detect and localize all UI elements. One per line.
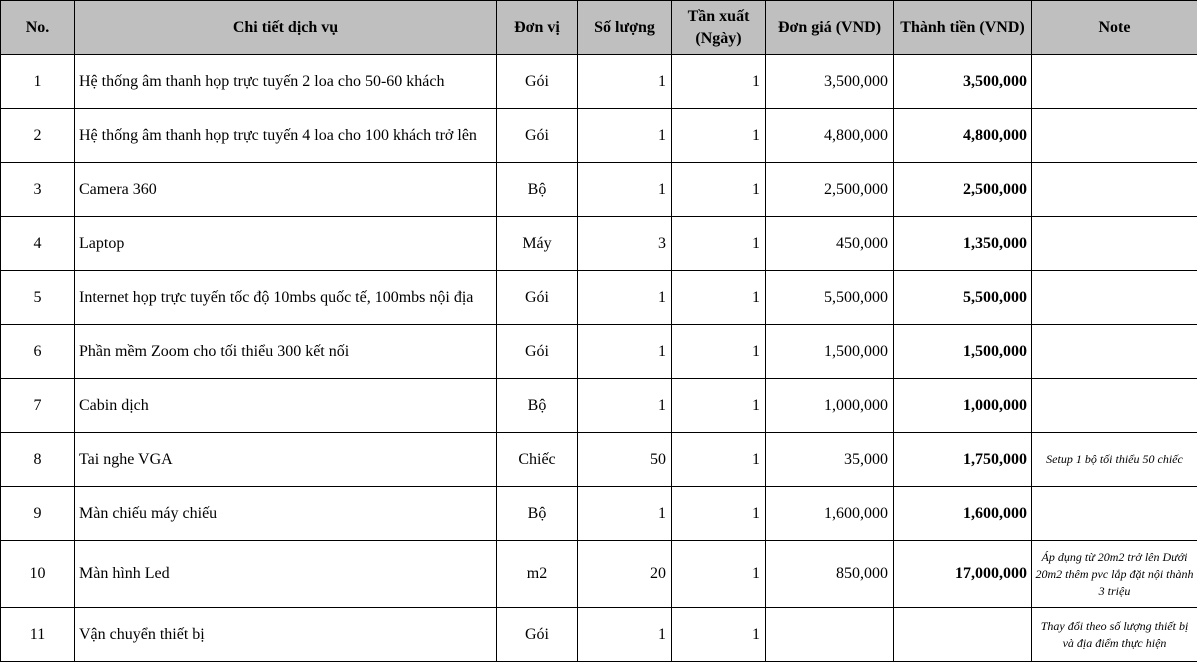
cell-freq: 1: [672, 541, 766, 608]
cell-qty: 3: [578, 217, 672, 271]
cell-price: 3,500,000: [766, 55, 894, 109]
cell-unit: Gói: [497, 608, 578, 662]
cell-qty: 1: [578, 163, 672, 217]
cell-price: 1,000,000: [766, 379, 894, 433]
cell-qty: 1: [578, 379, 672, 433]
cell-total: 17,000,000: [894, 541, 1032, 608]
cell-price: 1,500,000: [766, 325, 894, 379]
cell-no: 4: [1, 217, 75, 271]
cell-total: 4,800,000: [894, 109, 1032, 163]
cell-qty: 1: [578, 325, 672, 379]
header-freq: Tần xuất (Ngày): [672, 1, 766, 55]
cell-qty: 1: [578, 487, 672, 541]
cell-total: [894, 608, 1032, 662]
cell-note: [1032, 325, 1197, 379]
cell-total: 1,000,000: [894, 379, 1032, 433]
cell-note: Áp dụng từ 20m2 trở lên Dưới 20m2 thêm pvc lắp đặt nội thành 3 triệu: [1032, 541, 1197, 608]
table-row: [1, 217, 1197, 271]
cell-price: 5,500,000: [766, 271, 894, 325]
cell-freq: 1: [672, 55, 766, 109]
cell-qty: 50: [578, 433, 672, 487]
table-row: [1, 379, 1197, 433]
table-row: [1, 109, 1197, 163]
header-detail: Chi tiết dịch vụ: [75, 1, 497, 55]
cell-total: 3,500,000: [894, 55, 1032, 109]
cell-unit: Chiếc: [497, 433, 578, 487]
table-row: [1, 163, 1197, 217]
cell-total: 1,500,000: [894, 325, 1032, 379]
cell-no: 10: [1, 541, 75, 608]
header-unit: Đơn vị: [497, 1, 578, 55]
cell-no: 8: [1, 433, 75, 487]
cell-total: 2,500,000: [894, 163, 1032, 217]
cell-no: 9: [1, 487, 75, 541]
cell-price: [766, 608, 894, 662]
cell-detail: Màn hình Led: [75, 541, 497, 608]
cell-total: 1,350,000: [894, 217, 1032, 271]
cell-detail: Internet họp trực tuyến tốc độ 10mbs quốc tế, 100mbs nội địa: [75, 271, 497, 325]
cell-unit: Gói: [497, 55, 578, 109]
cell-detail: Vận chuyển thiết bị: [75, 608, 497, 662]
cell-qty: 1: [578, 109, 672, 163]
table-row: [1, 55, 1197, 109]
cell-freq: 1: [672, 271, 766, 325]
cell-unit: Gói: [497, 271, 578, 325]
header-total: Thành tiền (VND): [894, 1, 1032, 55]
cell-no: 2: [1, 109, 75, 163]
cell-note: Setup 1 bộ tối thiểu 50 chiếc: [1032, 433, 1197, 487]
cell-qty: 20: [578, 541, 672, 608]
cell-qty: 1: [578, 608, 672, 662]
cell-total: 1,600,000: [894, 487, 1032, 541]
cell-detail: Tai nghe VGA: [75, 433, 497, 487]
cell-no: 5: [1, 271, 75, 325]
cell-unit: Bộ: [497, 163, 578, 217]
table-row: [1, 541, 1197, 608]
cell-no: 3: [1, 163, 75, 217]
cell-unit: Bộ: [497, 379, 578, 433]
cell-freq: 1: [672, 163, 766, 217]
cell-total: 5,500,000: [894, 271, 1032, 325]
cell-qty: 1: [578, 271, 672, 325]
cell-price: 850,000: [766, 541, 894, 608]
header-qty: Số lượng: [578, 1, 672, 55]
cell-detail: Phần mềm Zoom cho tối thiểu 300 kết nối: [75, 325, 497, 379]
cell-unit: Gói: [497, 325, 578, 379]
cell-unit: Bộ: [497, 487, 578, 541]
cell-detail: Hệ thống âm thanh họp trực tuyến 2 loa cho 50-60 khách: [75, 55, 497, 109]
table-row: [1, 325, 1197, 379]
cell-unit: m2: [497, 541, 578, 608]
cell-note: [1032, 163, 1197, 217]
table-row: [1, 608, 1197, 662]
cell-freq: 1: [672, 433, 766, 487]
cell-detail: Hệ thống âm thanh họp trực tuyến 4 loa cho 100 khách trở lên: [75, 109, 497, 163]
cell-note: Thay đổi theo số lượng thiết bị và địa điểm thực hiện: [1032, 608, 1197, 662]
cell-no: 6: [1, 325, 75, 379]
cell-freq: 1: [672, 109, 766, 163]
cell-no: 11: [1, 608, 75, 662]
table-row: [1, 433, 1197, 487]
cell-no: 7: [1, 379, 75, 433]
cell-freq: 1: [672, 379, 766, 433]
cell-price: 35,000: [766, 433, 894, 487]
cell-note: [1032, 271, 1197, 325]
header-note: Note: [1032, 1, 1197, 55]
cell-note: [1032, 487, 1197, 541]
cell-total: 1,750,000: [894, 433, 1032, 487]
cell-detail: Laptop: [75, 217, 497, 271]
cell-price: 1,600,000: [766, 487, 894, 541]
cell-freq: 1: [672, 608, 766, 662]
cell-note: [1032, 55, 1197, 109]
table-row: [1, 487, 1197, 541]
cell-note: [1032, 217, 1197, 271]
header-no: No.: [1, 1, 75, 55]
cell-detail: Camera 360: [75, 163, 497, 217]
cell-unit: Gói: [497, 109, 578, 163]
cell-freq: 1: [672, 217, 766, 271]
cell-freq: 1: [672, 325, 766, 379]
cell-price: 450,000: [766, 217, 894, 271]
cell-freq: 1: [672, 487, 766, 541]
cell-note: [1032, 109, 1197, 163]
cell-detail: Cabin dịch: [75, 379, 497, 433]
cell-price: 2,500,000: [766, 163, 894, 217]
cell-unit: Máy: [497, 217, 578, 271]
header-row: [1, 1, 1197, 55]
header-price: Đơn giá (VND): [766, 1, 894, 55]
cell-qty: 1: [578, 55, 672, 109]
cell-no: 1: [1, 55, 75, 109]
cell-note: [1032, 379, 1197, 433]
cell-detail: Màn chiếu máy chiếu: [75, 487, 497, 541]
cell-price: 4,800,000: [766, 109, 894, 163]
table-row: [1, 271, 1197, 325]
